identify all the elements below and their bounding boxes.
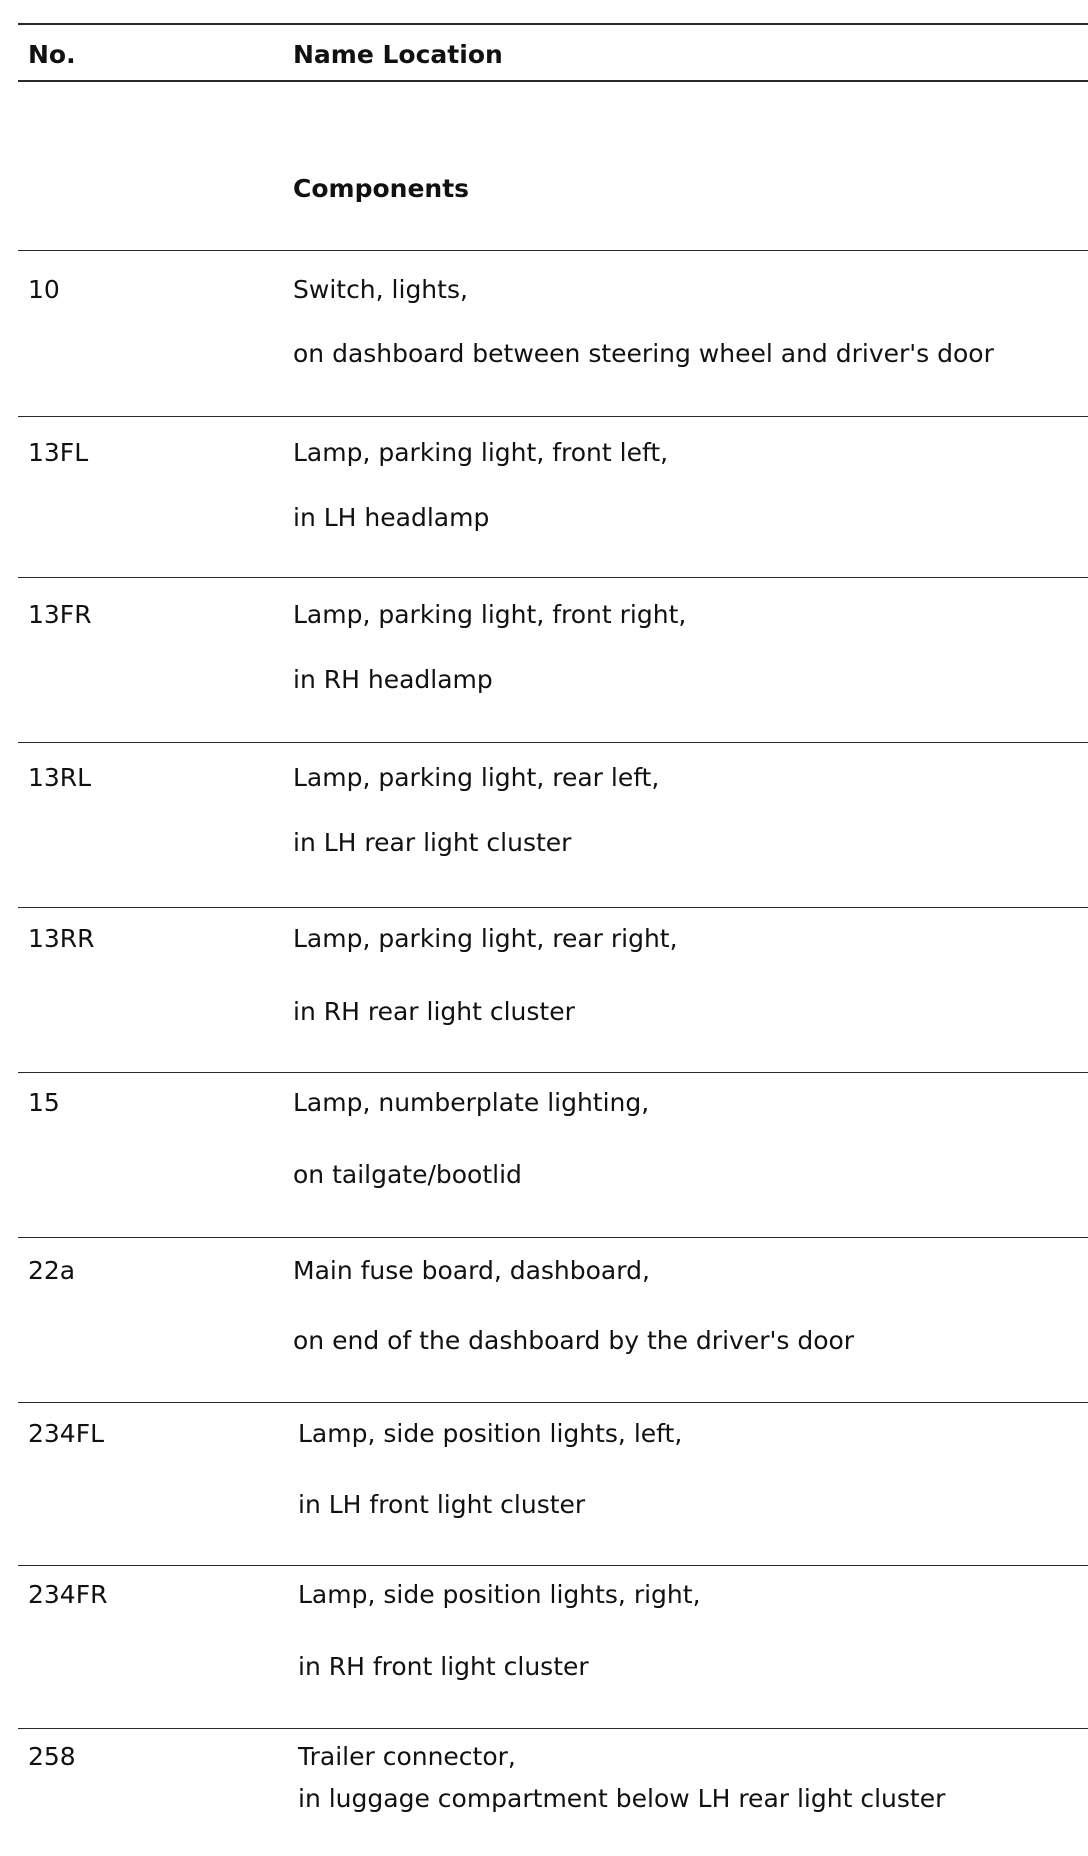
row-number: 15: [28, 1088, 60, 1117]
row-divider: [18, 250, 1088, 251]
row-name: Lamp, side position lights, right,: [298, 1580, 701, 1609]
row-name: Lamp, parking light, front right,: [293, 600, 687, 629]
column-header-name-location: Name Location: [293, 40, 503, 69]
row-divider: [18, 577, 1088, 578]
row-name: Lamp, parking light, rear right,: [293, 924, 678, 953]
row-location: in LH rear light cluster: [293, 828, 572, 857]
row-divider: [18, 907, 1088, 908]
row-name: Trailer connector,: [298, 1742, 516, 1771]
header-bottom-rule: [18, 80, 1088, 82]
row-location: in luggage compartment below LH rear light cluster: [298, 1784, 946, 1813]
row-location: on dashboard between steering wheel and driver's door: [293, 339, 994, 368]
row-location: in LH headlamp: [293, 503, 490, 532]
row-location: in LH front light cluster: [298, 1490, 586, 1519]
row-location: in RH headlamp: [293, 665, 493, 694]
row-divider: [18, 1402, 1088, 1403]
row-number: 22a: [28, 1256, 76, 1285]
row-location: in RH rear light cluster: [293, 997, 575, 1026]
row-number: 10: [28, 275, 60, 304]
row-divider: [18, 416, 1088, 417]
row-divider: [18, 742, 1088, 743]
row-number: 258: [28, 1742, 76, 1771]
row-number: 234FL: [28, 1419, 105, 1448]
row-name: Main fuse board, dashboard,: [293, 1256, 650, 1285]
section-title: Components: [293, 174, 470, 203]
row-divider: [18, 1237, 1088, 1238]
row-name: Lamp, side position lights, left,: [298, 1419, 683, 1448]
row-number: 13FL: [28, 438, 89, 467]
row-location: on end of the dashboard by the driver's door: [293, 1326, 855, 1355]
row-divider: [18, 1072, 1088, 1073]
row-divider: [18, 1728, 1088, 1729]
row-name: Lamp, parking light, rear left,: [293, 763, 660, 792]
row-location: in RH front light cluster: [298, 1652, 589, 1681]
table-top-rule: [18, 23, 1088, 25]
row-number: 13RL: [28, 763, 92, 792]
row-name: Switch, lights,: [293, 275, 468, 304]
row-number: 13RR: [28, 924, 95, 953]
row-number: 13FR: [28, 600, 92, 629]
row-name: Lamp, parking light, front left,: [293, 438, 669, 467]
row-location: on tailgate/bootlid: [293, 1160, 522, 1189]
row-name: Lamp, numberplate lighting,: [293, 1088, 650, 1117]
column-header-no: No.: [28, 40, 76, 69]
row-divider: [18, 1565, 1088, 1566]
row-number: 234FR: [28, 1580, 108, 1609]
